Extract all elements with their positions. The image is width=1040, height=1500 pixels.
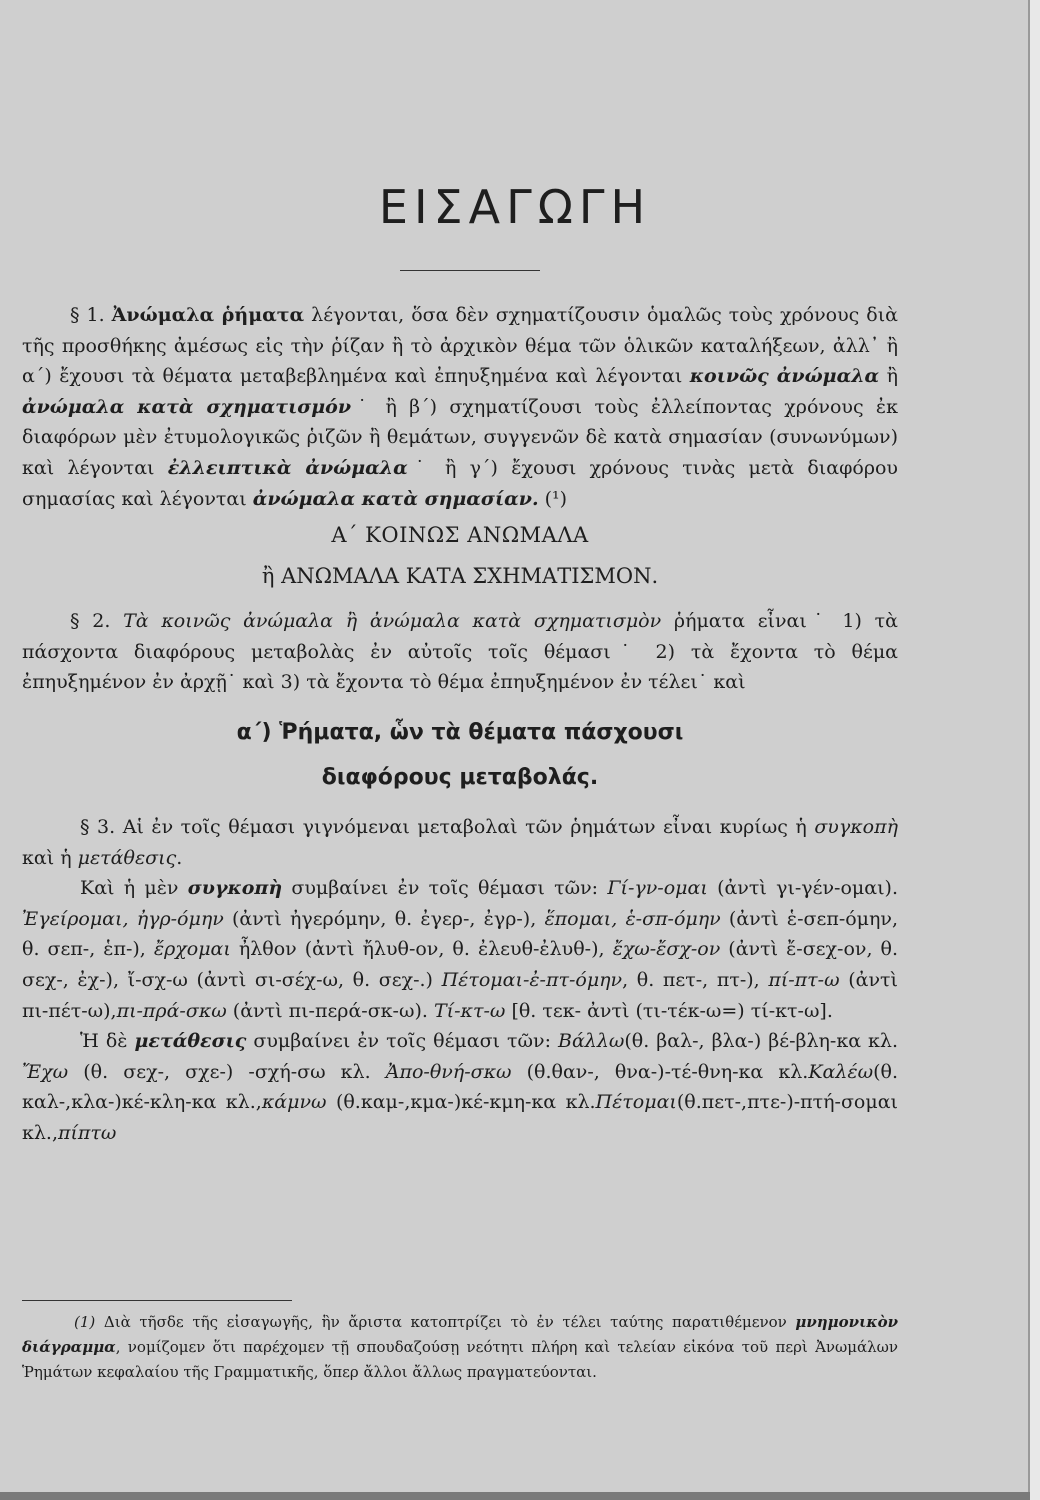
text-run: Αἱ ἐν τοῖς θέμασι γιγνόμεναι μεταβολαὶ τῶν ῥημάτων εἶναι κυρίως ἡ (122, 815, 815, 838)
text-run: συμβαίνει ἐν τοῖς θέμασι τῶν: (282, 877, 608, 900)
text-italic: μετάθεσις (77, 846, 177, 869)
text-italic: Ἐγείρομαι, ἠγρ-όμην (22, 907, 224, 930)
text-run: (θ. σεχ-, σχε-) -σχή-σω κλ. (68, 1060, 386, 1083)
text-run: (θ.θαν-, θνα-)-τέ-θνη-κα κλ. (511, 1060, 809, 1083)
text-run: Ἡ δὲ (80, 1030, 135, 1053)
text-italic: πι-πρά-σκω (116, 999, 227, 1022)
paragraph-2 (22, 606, 898, 698)
text-run: (θ.καμ-,κμα-)κέ-κμη-κα κλ. (326, 1091, 596, 1114)
section-heading-line1: Α΄ ΚΟΙΝΩΣ ΑΝΩΜΑΛΑ (331, 523, 589, 548)
section-number: § 3. (80, 815, 123, 838)
paragraph-5 (22, 1026, 898, 1148)
text-italic: πίπτω (58, 1121, 117, 1144)
text-run: ˙ ἢ β΄) σχηματίζουσι τοὺς ἐλλείποντας χρόνους ἐκ διαφόρων μὲν ἐτυμολογικῶς ῥιζῶν ἢ θεμάτων, συγγενῶν δὲ κατὰ σημασίαν (συνωνύμων) καὶ λέγονται (22, 395, 898, 479)
text-italic: ἔρχομαι (153, 938, 231, 961)
text-italic: Τὰ κοινῶς ἀνώμαλα ἢ ἀνώμαλα κατὰ σχηματισμὸν (123, 610, 662, 633)
text-run: [θ. τεκ- ἀντὶ (τι-τέκ-ω=) τί-κτ-ω]. (505, 999, 833, 1022)
text-run: (ἀντὶ ἔ-σεχ-ον, θ. σεχ-, ἐχ-), ἴ-σχ-ω (ἀντὶ σι-σέχ-ω, θ. σεχ-.) (22, 938, 898, 991)
text-run: ἢ (879, 365, 898, 388)
text-italic: Καλέω (808, 1060, 874, 1083)
text-run: Καὶ ἡ μὲν (80, 877, 188, 900)
footnote-text (22, 1310, 898, 1385)
subheading-line1: α΄) Ῥήματα, ὧν τὰ θέματα πάσχουσι (236, 719, 684, 745)
section-number: § 2. (70, 610, 124, 633)
text-run: Διὰ τῆσδε τῆς εἰσαγωγῆς, ἣν ἄριστα κατοπτρίζει τὸ ἐν τέλει ταύτης παρατιθέμενον (95, 1313, 796, 1331)
text-run: , νομίζομεν ὅτι παρέχομεν τῇ σπουδαζούσῃ νεότητι πλήρη καὶ τελείαν εἰκόνα τοῦ περὶ Ἀνωμάλων Ῥημάτων κεφαλαίου τῆς Γραμματικῆς, ὅπερ ἄλλοι ἄλλως πραγματεύονται. (22, 1338, 898, 1381)
text-italic: Πέτομαι (595, 1091, 677, 1114)
paragraph-4 (22, 873, 898, 1026)
text-run: (θ. καλ-,κλα-)κέ-κλη-κα κλ., (22, 1060, 898, 1114)
term-bold-italic: ἀνώμαλα κατὰ σημασίαν. (252, 487, 539, 510)
term-bold-italic: μετάθεσις (134, 1030, 247, 1053)
text-run: (ἀντὶ ἠγερόμην, θ. ἐγερ-, ἐγρ-), (223, 907, 545, 930)
text-italic: Ἔχω (22, 1060, 69, 1083)
text-run: (θ. βαλ-, βλα-) βέ-βλη-κα κλ. (624, 1030, 899, 1053)
text-run: καὶ ἡ (22, 846, 78, 869)
title-rule (400, 270, 540, 271)
text-run: , θ. πετ-, πτ-), (622, 968, 769, 991)
text-run: λέγονται, ὅσα δὲν σχηματίζουσιν ὁμαλῶς τοὺς χρόνους διὰ τῆς προσθήκης ἀμέσως εἰς τὴν ῥίζαν ἢ τὸ ἀρχικὸν θέμα τῶν ὁλικῶν καταλήξεων, ἀλλ᾽ ἢ α΄) ἔχουσι τὰ θέματα μεταβεβλημένα καὶ ἐπηυξημένα καὶ λέγονται (22, 304, 898, 388)
main-text (22, 300, 898, 1148)
term-bold-italic: ἐλλειπτικὰ ἀνώμαλα (167, 456, 408, 479)
text-run: (ἀντὶ ἑ-σεπ-όμην, θ. σεπ-, ἑπ-), (22, 907, 898, 961)
text-run: ˙ ἢ γ΄) ἔχουσι χρόνους τινὰς μετὰ διαφόρου σημασίας καὶ λέγονται (22, 456, 898, 510)
footnote (22, 1310, 898, 1385)
term-bold-italic: κοινῶς ἀνώμαλα (689, 365, 880, 388)
text-run: ῥήματα εἶναι˙ 1) τὰ πάσχοντα διαφόρους μεταβολὰς ἐν αὐτοῖς τοῖς θέμασι˙ 2) τὰ ἔχοντα τὸ θέμα ἐπηυξημένον ἐν ἀρχῇ˙ καὶ 3) τὰ ἔχοντα τὸ θέμα ἐπηυξημένον ἐν τέλει˙ καὶ (22, 610, 898, 694)
text-run: (ἀντὶ γι-γέν-ομαι). (707, 877, 898, 900)
footnote-mark: (1) (74, 1313, 96, 1331)
text-italic: Ἀπο-θνή-σκω (385, 1060, 512, 1083)
page-edge (1030, 0, 1040, 1500)
text-italic: Τί-κτ-ω (433, 999, 506, 1022)
paragraph-3 (22, 812, 898, 873)
text-italic: ἕπομαι, ἑ-σπ-όμην (544, 907, 721, 930)
text-run: (ἀντὶ πι-περά-σκ-ω). (226, 999, 434, 1022)
term-bold-italic: ἀνώμαλα κατὰ σχηματισμόν (22, 395, 352, 418)
section-heading-line2: ἢ ΑΝΩΜΑΛΑ ΚΑΤΑ ΣΧΗΜΑΤΙΣΜΟΝ. (261, 564, 659, 589)
text-run: (ἀντὶ πι-πέτ-ω), (22, 968, 898, 1022)
text-run: (θ.πετ-,πτε-)-πτή-σομαι κλ., (22, 1091, 899, 1144)
paragraph-1 (22, 300, 898, 514)
text-italic: Βάλλω (557, 1030, 625, 1053)
term-bold-italic: μνημονικὸν διάγραμμα (22, 1313, 898, 1356)
term-bold: Ἀνώμαλα ῥήματα (111, 304, 305, 326)
page-title: ΕΙΣΑΓΩΓΗ (378, 180, 652, 234)
term-bold-italic: συγκοπὴ (187, 877, 283, 900)
text-run: ἦλθον (ἀντὶ ἤλυθ-ον, θ. ἐλευθ-ἐλυθ-), (230, 938, 613, 961)
footnote-rule (22, 1300, 292, 1301)
text-italic: ἔχω-ἔσχ-ον (612, 938, 721, 961)
section-number: § 1. (70, 304, 112, 326)
text-italic: συγκοπὴ (814, 815, 898, 838)
text-italic: Γί-γν-ομαι (607, 877, 708, 900)
text-run: . (176, 846, 183, 869)
text-italic: Πέτομαι-ἐ-πτ-όμην (441, 968, 623, 991)
text-italic: πί-πτ-ω (768, 968, 840, 991)
footnote-ref: (¹) (538, 487, 568, 510)
text-italic: κάμνω (261, 1091, 327, 1114)
text-run: συμβαίνει ἐν τοῖς θέμασι τῶν: (246, 1030, 558, 1053)
subheading-line2: διαφόρους μεταβολάς. (321, 764, 599, 790)
